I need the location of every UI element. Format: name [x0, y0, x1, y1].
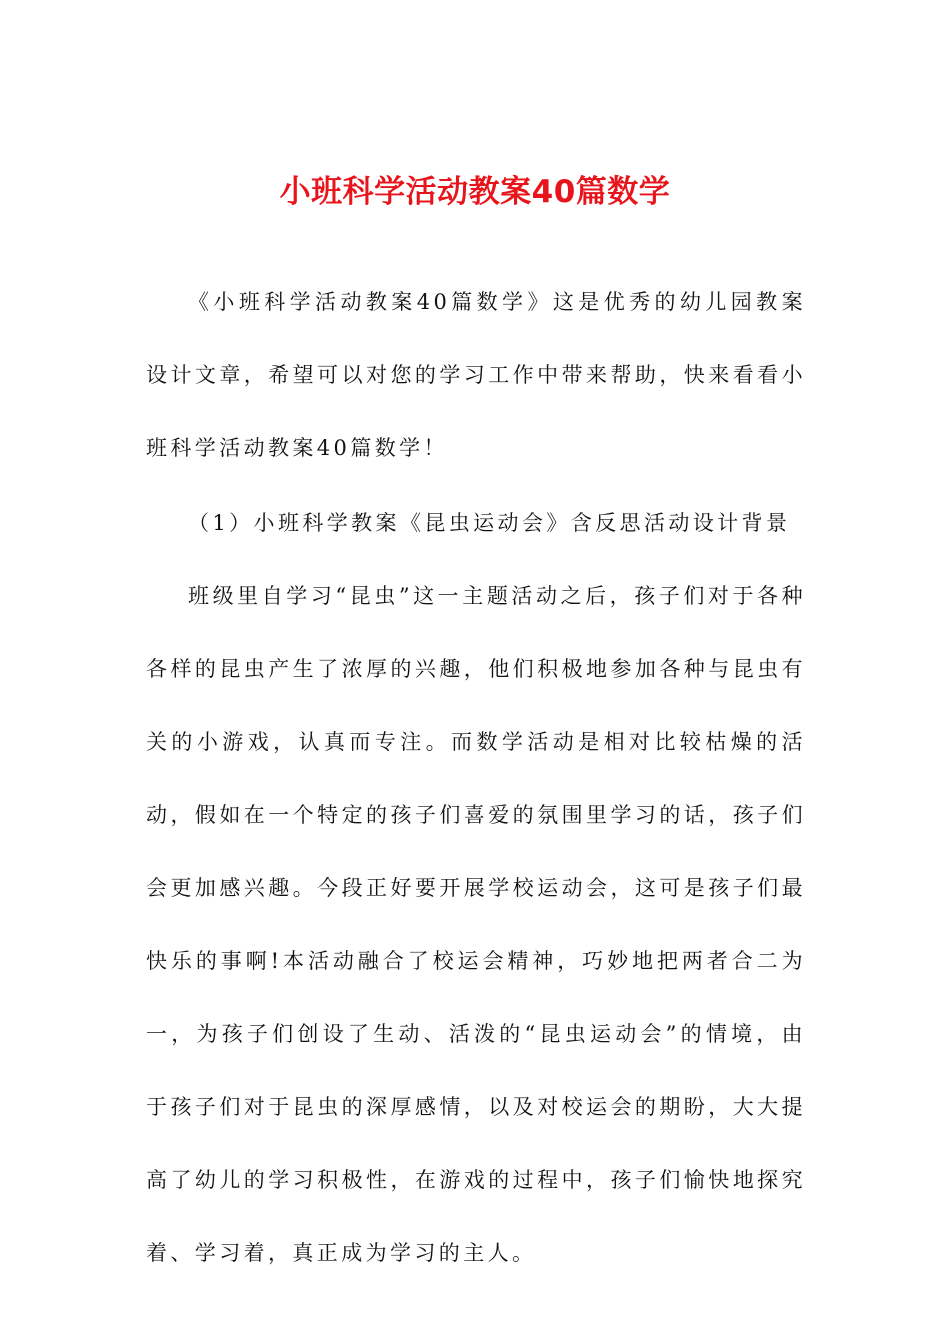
- background-paragraph: 班级里自学习“昆虫”这一主题活动之后，孩子们对于各种各样的昆虫产生了浓厚的兴趣，他们积极地参加各种与昆虫有关的小游戏，认真而专注。而数学活动是相对比较枯燥的活动，假如在一个特定的孩子们喜爱的氛围里学习的话，孩子们会更加感兴趣。今段正好要开展学校运动会，这可是孩子们最快乐的事啊!本活动融合了校运会精神，巧妙地把两者合二为一，为孩子们创设了生动、活泼的“昆虫运动会”的情境，由于孩子们对于昆虫的深厚感情，以及对校运会的期盼，大大提高了幼儿的学习积极性，在游戏的过程中，孩子们愉快地探究着、学习着，真正成为学习的主人。: [146, 584, 806, 1265]
- section-heading: （1）小班科学教案《昆虫运动会》含反思活动设计背景: [188, 511, 791, 535]
- document-title: 小班科学活动教案40篇数学: [279, 173, 671, 210]
- intro-paragraph: 《小班科学活动教案40篇数学》这是优秀的幼儿园教案设计文章，希望可以对您的学习工作中带来帮助，快来看看小班科学活动教案40篇数学！: [146, 290, 806, 460]
